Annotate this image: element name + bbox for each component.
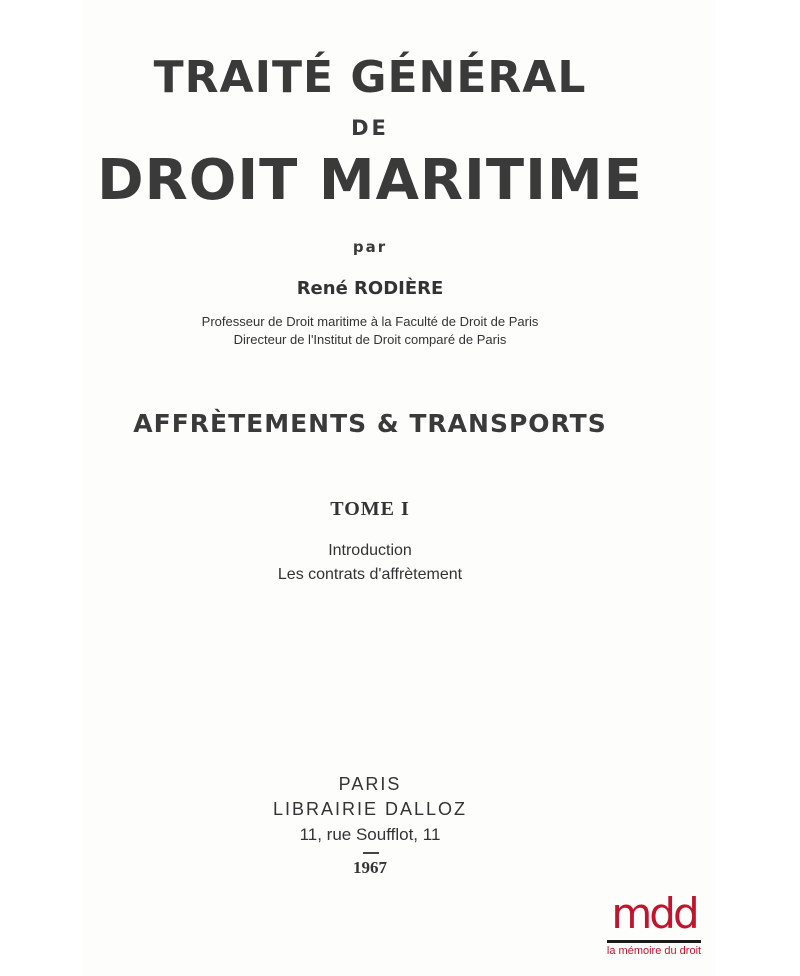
volume-contents-1: Introduction bbox=[328, 542, 412, 559]
imprint-address: 11, rue Soufflot, 11 bbox=[299, 825, 441, 844]
author-credential-2: Directeur de l'Institut de Droit comparé de Paris bbox=[233, 332, 507, 347]
mdd-logo-text: mdd bbox=[611, 889, 697, 938]
imprint-year: 1967 bbox=[353, 858, 387, 877]
book-subject: AFFRÈTEMENTS & TRANSPORTS bbox=[133, 409, 607, 438]
mdd-logo-bar bbox=[607, 940, 701, 943]
imprint-divider bbox=[363, 852, 379, 854]
imprint-publisher: LIBRAIRIE DALLOZ bbox=[272, 799, 468, 819]
book-title-line3: DROIT MARITIME bbox=[97, 148, 643, 213]
volume-contents-2: Les contrats d'affrètement bbox=[277, 566, 463, 583]
volume-number: TOME I bbox=[330, 498, 410, 520]
book-title-line2: DE bbox=[351, 116, 389, 140]
imprint-city: PARIS bbox=[338, 774, 402, 794]
book-title-line1: TRAITÉ GÉNÉRAL bbox=[153, 52, 587, 103]
byline-par: par bbox=[352, 238, 388, 256]
mdd-logo-tagline: la mémoire du droit bbox=[606, 945, 702, 957]
author-name: René RODIÈRE bbox=[296, 278, 444, 299]
author-credential-1: Professeur de Droit maritime à la Faculté de Droit de Paris bbox=[201, 314, 539, 329]
mdd-watermark-logo bbox=[603, 890, 713, 964]
